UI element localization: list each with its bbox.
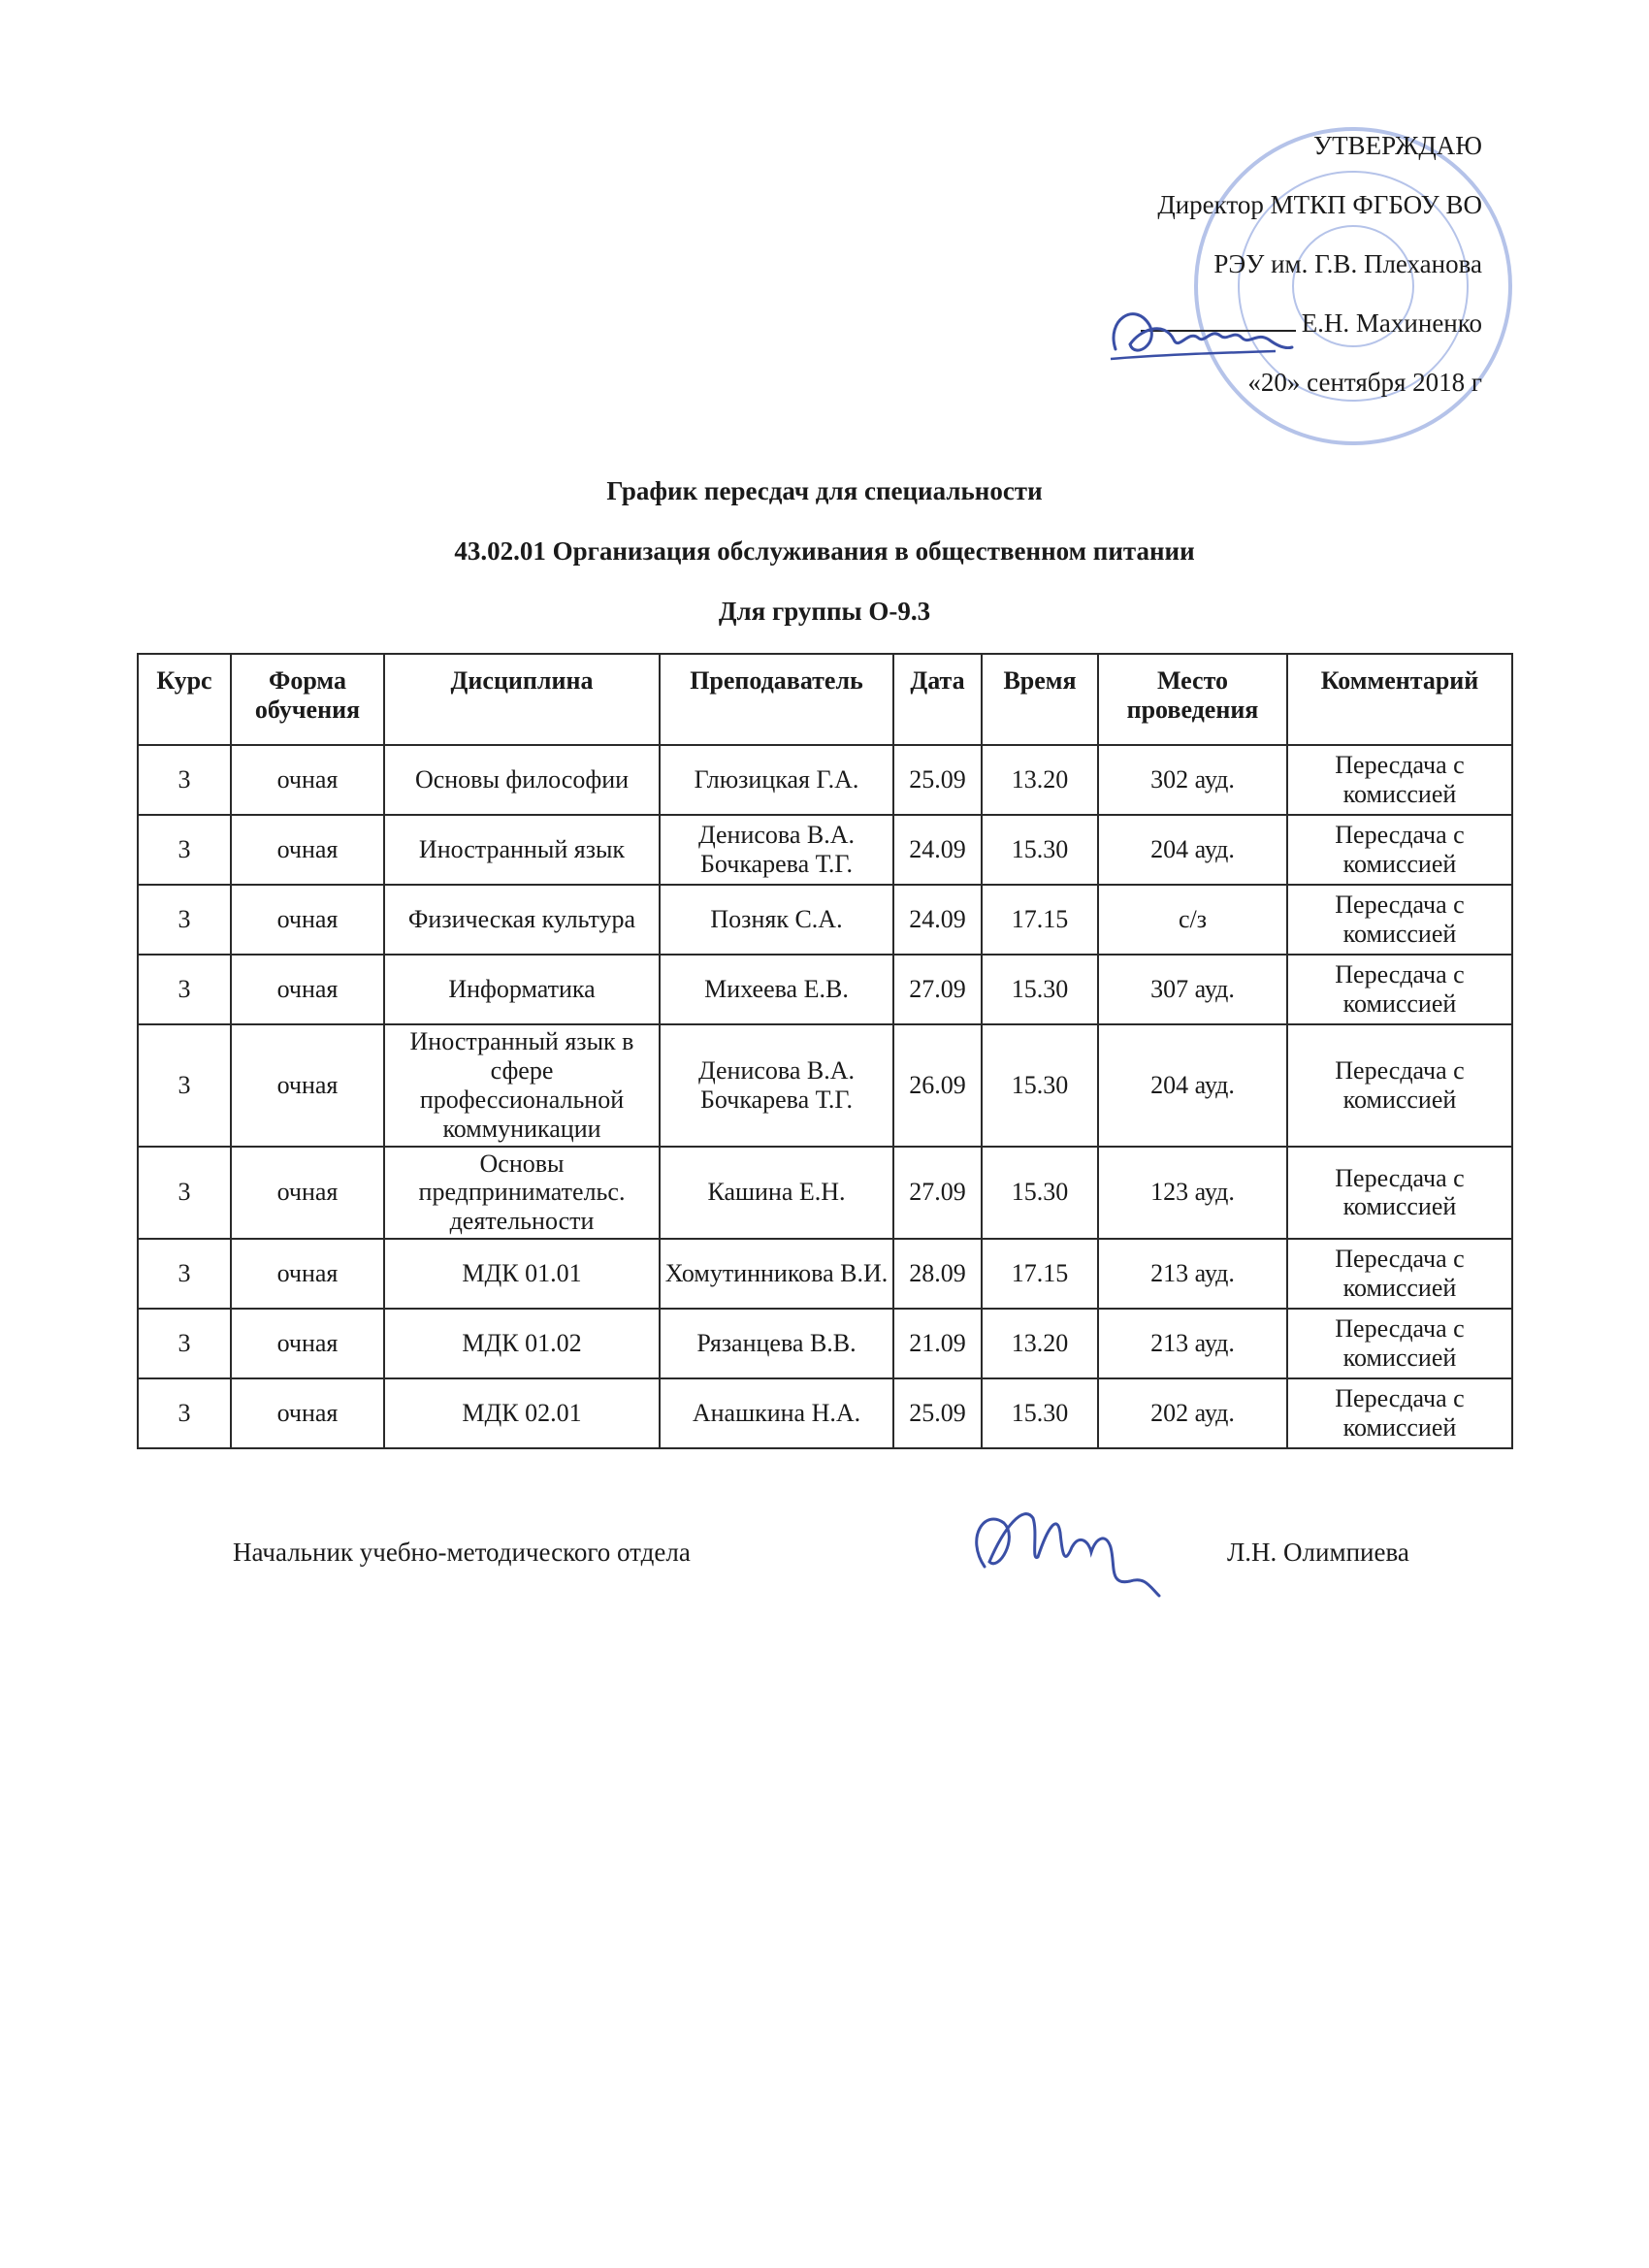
cell-study-form: очная <box>231 1147 384 1240</box>
table-row <box>138 1147 1512 1240</box>
cell-location: 123 ауд. <box>1098 1147 1287 1240</box>
header-discipline: Дисциплина <box>384 654 660 745</box>
cell-discipline: МДК 01.01 <box>384 1239 660 1309</box>
cell-time: 15.30 <box>982 815 1098 885</box>
cell-date: 24.09 <box>893 885 982 955</box>
cell-teacher: Михеева Е.В. <box>660 955 893 1024</box>
header-course: Курс <box>138 654 231 745</box>
cell-discipline: Иностранный язык в сфере профессиональной коммуникации <box>384 1024 660 1147</box>
cell-location: 213 ауд. <box>1098 1309 1287 1378</box>
cell-study-form: очная <box>231 1378 384 1448</box>
table-row <box>138 1239 1512 1309</box>
cell-time: 13.20 <box>982 745 1098 815</box>
table-row <box>138 955 1512 1024</box>
cell-time: 15.30 <box>982 1024 1098 1147</box>
approval-block <box>939 121 1482 417</box>
approval-signatory-line <box>939 299 1482 358</box>
cell-date: 27.09 <box>893 955 982 1024</box>
cell-study-form: очная <box>231 815 384 885</box>
cell-comment: Пересдача с комиссией <box>1287 745 1512 815</box>
cell-study-form: очная <box>231 955 384 1024</box>
cell-course: 3 <box>138 1378 231 1448</box>
document-title: График пересдач для специальности <box>606 476 1043 505</box>
cell-discipline: Основы предпринимательс. деятельности <box>384 1147 660 1240</box>
head-of-department-signature <box>946 1489 1179 1605</box>
cell-course: 3 <box>138 1239 231 1309</box>
header-time: Время <box>982 654 1098 745</box>
cell-time: 17.15 <box>982 885 1098 955</box>
cell-teacher: Рязанцева В.В. <box>660 1309 893 1378</box>
cell-comment: Пересдача с комиссией <box>1287 955 1512 1024</box>
cell-date: 25.09 <box>893 745 982 815</box>
cell-location: с/з <box>1098 885 1287 955</box>
cell-comment: Пересдача с комиссией <box>1287 1309 1512 1378</box>
cell-course: 3 <box>138 955 231 1024</box>
cell-comment: Пересдача с комиссией <box>1287 1024 1512 1147</box>
cell-course: 3 <box>138 745 231 815</box>
cell-course: 3 <box>138 1309 231 1378</box>
signature-underline <box>1141 305 1296 332</box>
approval-signatory: Е.Н. Махиненко <box>1301 308 1482 338</box>
table-row <box>138 1309 1512 1378</box>
approval-date: «20» сентября 2018 г <box>1247 368 1482 397</box>
cell-course: 3 <box>138 885 231 955</box>
approval-university-line: РЭУ им. Г.В. Плеханова <box>1213 249 1482 278</box>
header-study-form: Форма обучения <box>231 654 384 745</box>
cell-location: 204 ауд. <box>1098 815 1287 885</box>
cell-course: 3 <box>138 815 231 885</box>
cell-location: 213 ауд. <box>1098 1239 1287 1309</box>
cell-time: 15.30 <box>982 1378 1098 1448</box>
cell-date: 26.09 <box>893 1024 982 1147</box>
cell-comment: Пересдача с комиссией <box>1287 1378 1512 1448</box>
header-location: Место проведения <box>1098 654 1287 745</box>
cell-teacher: Позняк С.А. <box>660 885 893 955</box>
cell-time: 17.15 <box>982 1239 1098 1309</box>
cell-course: 3 <box>138 1147 231 1240</box>
cell-teacher: Денисова В.А. Бочкарева Т.Г. <box>660 815 893 885</box>
footer-name: Л.Н. Олимпиева <box>1227 1538 1409 1567</box>
cell-discipline: Иностранный язык <box>384 815 660 885</box>
header-teacher: Преподаватель <box>660 654 893 745</box>
table-header-row <box>138 654 1512 745</box>
cell-study-form: очная <box>231 1239 384 1309</box>
table-row <box>138 1024 1512 1147</box>
cell-teacher: Глюзицкая Г.А. <box>660 745 893 815</box>
cell-study-form: очная <box>231 1024 384 1147</box>
retake-schedule-table <box>137 653 1513 1449</box>
cell-location: 307 ауд. <box>1098 955 1287 1024</box>
cell-date: 24.09 <box>893 815 982 885</box>
cell-discipline: Информатика <box>384 955 660 1024</box>
approval-director-line: Директор МТКП ФГБОУ ВО <box>1157 190 1482 219</box>
cell-date: 28.09 <box>893 1239 982 1309</box>
table-row <box>138 745 1512 815</box>
cell-discipline: МДК 01.02 <box>384 1309 660 1378</box>
cell-location: 204 ауд. <box>1098 1024 1287 1147</box>
cell-study-form: очная <box>231 885 384 955</box>
cell-study-form: очная <box>231 1309 384 1378</box>
cell-date: 27.09 <box>893 1147 982 1240</box>
cell-date: 21.09 <box>893 1309 982 1378</box>
cell-discipline: МДК 02.01 <box>384 1378 660 1448</box>
cell-time: 15.30 <box>982 1147 1098 1240</box>
cell-location: 202 ауд. <box>1098 1378 1287 1448</box>
header-comment: Комментарий <box>1287 654 1512 745</box>
cell-comment: Пересдача с комиссией <box>1287 815 1512 885</box>
cell-teacher: Хомутинникова В.И. <box>660 1239 893 1309</box>
cell-teacher: Денисова В.А. Бочкарева Т.Г. <box>660 1024 893 1147</box>
cell-time: 15.30 <box>982 955 1098 1024</box>
header-date: Дата <box>893 654 982 745</box>
cell-comment: Пересдача с комиссией <box>1287 1147 1512 1240</box>
cell-date: 25.09 <box>893 1378 982 1448</box>
cell-study-form: очная <box>231 745 384 815</box>
cell-location: 302 ауд. <box>1098 745 1287 815</box>
cell-comment: Пересдача с комиссией <box>1287 885 1512 955</box>
table-row <box>138 1378 1512 1448</box>
cell-teacher: Анашкина Н.А. <box>660 1378 893 1448</box>
cell-teacher: Кашина Е.Н. <box>660 1147 893 1240</box>
approval-title: УТВЕРЖДАЮ <box>1312 131 1482 160</box>
cell-course: 3 <box>138 1024 231 1147</box>
cell-discipline: Основы философии <box>384 745 660 815</box>
table-row <box>138 885 1512 955</box>
cell-discipline: Физическая культура <box>384 885 660 955</box>
cell-comment: Пересдача с комиссией <box>1287 1239 1512 1309</box>
cell-time: 13.20 <box>982 1309 1098 1378</box>
document-heading <box>0 461 1649 641</box>
footer-position: Начальник учебно-методического отдела <box>233 1538 691 1567</box>
group-line: Для группы О-9.3 <box>718 597 931 626</box>
table-row <box>138 815 1512 885</box>
specialty-line: 43.02.01 Организация обслуживания в общественном питании <box>454 536 1195 566</box>
